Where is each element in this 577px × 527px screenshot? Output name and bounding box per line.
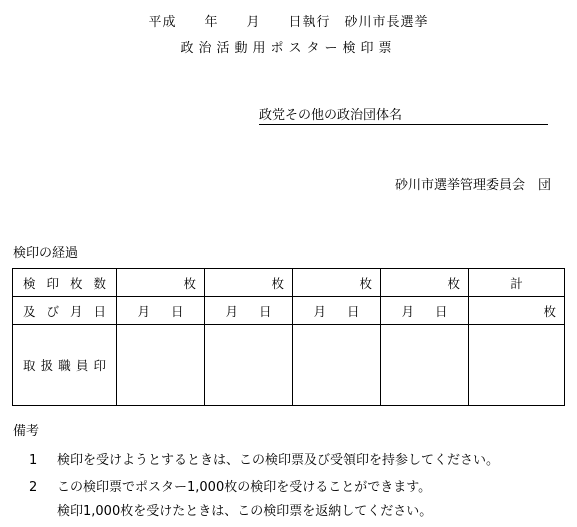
note-number: 1 <box>29 453 38 468</box>
sheets-cell-2[interactable] <box>205 269 293 297</box>
section-title: 検印の経過 <box>13 246 79 261</box>
sheets-unit: 枚 <box>359 275 372 291</box>
note-item <box>29 449 499 468</box>
sheets-cell-4[interactable] <box>381 269 469 297</box>
date-cell-3[interactable] <box>293 297 381 325</box>
row-label-staff-seal: 取扱職員印 <box>13 325 117 406</box>
party-name-field[interactable] <box>259 104 548 125</box>
seal-cell-1[interactable] <box>117 325 205 406</box>
seal-char: 団 <box>537 178 551 193</box>
date-cell-1[interactable] <box>117 297 205 325</box>
total-header: 計 <box>469 269 565 297</box>
total-sheets-unit: 枚 <box>543 303 556 319</box>
notes-heading: 備考 <box>13 424 40 439</box>
title-line-1: 平成 年 月 日執行 砂川市長選挙 <box>148 15 429 30</box>
seal-cell-4[interactable] <box>381 325 469 406</box>
commission-name <box>395 174 551 193</box>
date-cell-4[interactable] <box>381 297 469 325</box>
note-number: 2 <box>29 480 38 495</box>
total-sheets-cell[interactable] <box>469 297 565 325</box>
month-label: 月 <box>137 303 150 319</box>
inspection-table <box>12 268 565 406</box>
sheets-unit: 枚 <box>271 275 284 291</box>
month-label: 月 <box>313 303 326 319</box>
sheets-unit: 枚 <box>183 275 196 291</box>
row-label-date: 及び月日 <box>13 297 117 325</box>
month-label: 月 <box>401 303 414 319</box>
seal-cell-2[interactable] <box>205 325 293 406</box>
day-label: 日 <box>258 303 272 319</box>
form-title: 政治活動用ポスター検印票 <box>180 41 397 56</box>
seal-cell-total[interactable] <box>469 325 565 406</box>
day-label: 日 <box>170 303 184 319</box>
note-text: 検印を受けようとするときは、この検印票及び受領印を持参してください。 <box>57 453 500 468</box>
party-name-label: 政党その他の政治団体名 <box>259 108 403 123</box>
month-label: 月 <box>225 303 238 319</box>
date-cell-2[interactable] <box>205 297 293 325</box>
sheets-unit: 枚 <box>447 275 460 291</box>
day-label: 日 <box>346 303 360 319</box>
note-text: この検印票でポスター1,000枚の検印を受けることができます。 <box>57 480 432 495</box>
day-label: 日 <box>434 303 448 319</box>
sheets-cell-3[interactable] <box>293 269 381 297</box>
sheets-cell-1[interactable] <box>117 269 205 297</box>
commission-label: 砂川市選挙管理委員会 <box>394 178 538 193</box>
note-item <box>29 476 431 495</box>
seal-cell-3[interactable] <box>293 325 381 406</box>
note-item-continuation: 検印1,000枚を受けたときは、この検印票を返納してください。 <box>57 504 433 519</box>
row-label-count: 検印枚数 <box>13 269 117 297</box>
